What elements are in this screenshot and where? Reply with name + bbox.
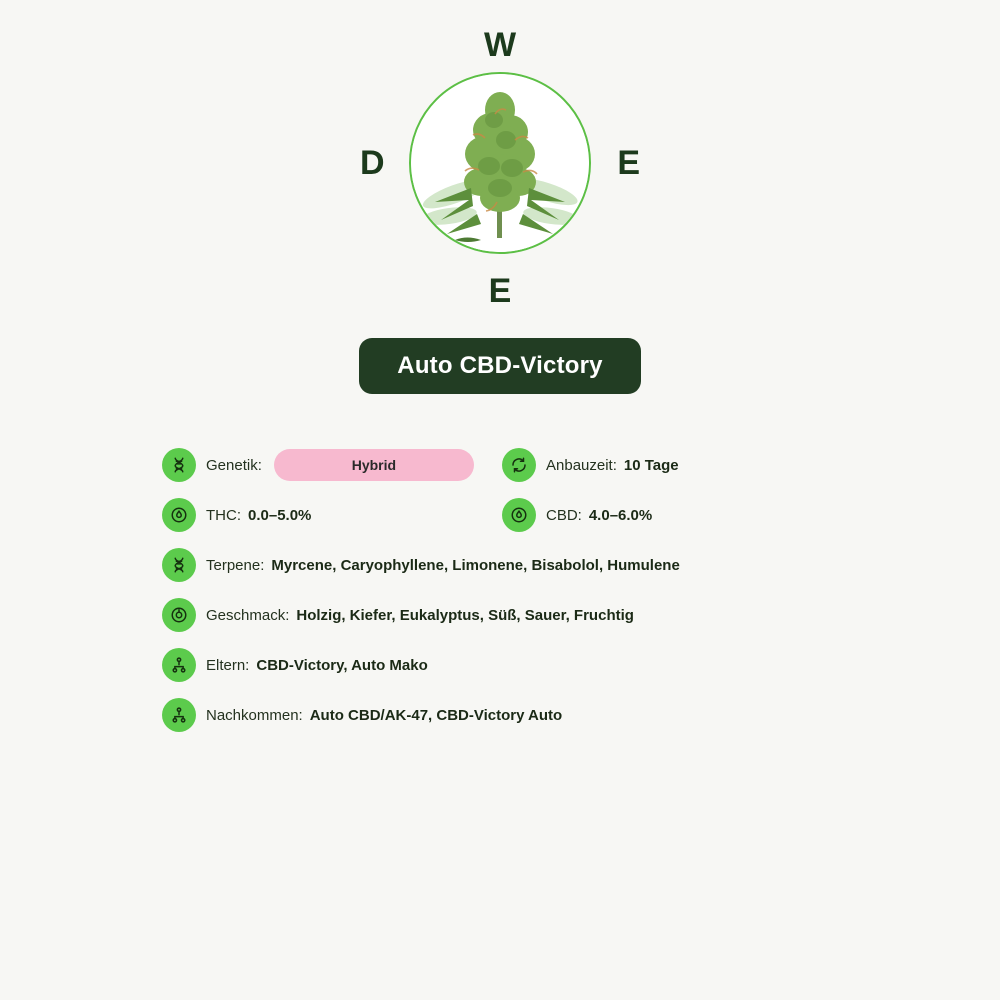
attribute-geschmack	[162, 598, 634, 632]
attribute-value-terpene: Myrcene, Caryophyllene, Limonene, Bisabolol, Humulene	[271, 556, 680, 574]
attribute-value-anbauzeit: 10 Tage	[623, 456, 679, 474]
attribute-label-geschmack: Geschmack:	[206, 606, 290, 624]
strain-title-container	[0, 338, 1000, 394]
compass-letter-south: E	[488, 272, 512, 310]
attribute-label-eltern: Eltern:	[206, 656, 250, 674]
strain-photo	[411, 74, 589, 252]
attributes-list	[162, 443, 882, 743]
attribute-anbauzeit	[502, 448, 679, 482]
attribute-value-thc: 0.0–5.0%	[248, 506, 312, 524]
compass-rose	[360, 18, 640, 308]
attribute-label-terpene: Terpene:	[206, 556, 265, 574]
attribute-value-cbd: 4.0–6.0%	[588, 506, 653, 524]
droplet-icon	[502, 498, 536, 532]
compass-letter-north: W	[483, 26, 517, 64]
lineage-icon	[162, 648, 196, 682]
attribute-eltern	[162, 648, 428, 682]
attribute-row	[162, 493, 882, 537]
attribute-thc	[162, 498, 502, 532]
lineage-icon	[162, 698, 196, 732]
status-badge-genetik: Hybrid	[274, 449, 474, 481]
compass-letter-east: E	[617, 144, 640, 182]
attribute-nachkommen	[162, 698, 562, 732]
attribute-row	[162, 693, 882, 737]
attribute-row	[162, 643, 882, 687]
cannabis-bud-illustration	[411, 74, 589, 252]
attribute-genetik	[162, 448, 502, 482]
attribute-label-anbauzeit: Anbauzeit:	[546, 456, 617, 474]
attribute-label-thc: THC:	[206, 506, 241, 524]
attribute-value-nachkommen: Auto CBD/AK-47, CBD-Victory Auto	[309, 706, 563, 724]
dna-icon	[162, 448, 196, 482]
page-title: Auto CBD-Victory	[359, 338, 640, 394]
dna-icon	[162, 548, 196, 582]
attribute-row	[162, 543, 882, 587]
attribute-terpene	[162, 548, 680, 582]
attribute-row	[162, 593, 882, 637]
attribute-cbd	[502, 498, 652, 532]
attribute-value-geschmack: Holzig, Kiefer, Eukalyptus, Süß, Sauer, Fruchtig	[296, 606, 634, 624]
cycle-icon	[502, 448, 536, 482]
attribute-row	[162, 443, 882, 487]
strain-photo-ring	[409, 72, 591, 254]
attribute-value-eltern: CBD-Victory, Auto Mako	[256, 656, 428, 674]
attribute-label-cbd: CBD:	[546, 506, 582, 524]
compass-letter-west: D	[360, 144, 385, 182]
attribute-label-genetik: Genetik:	[206, 456, 262, 474]
droplet-icon	[162, 498, 196, 532]
attribute-label-nachkommen: Nachkommen:	[206, 706, 303, 724]
flavor-icon	[162, 598, 196, 632]
hero-section	[0, 0, 1000, 320]
